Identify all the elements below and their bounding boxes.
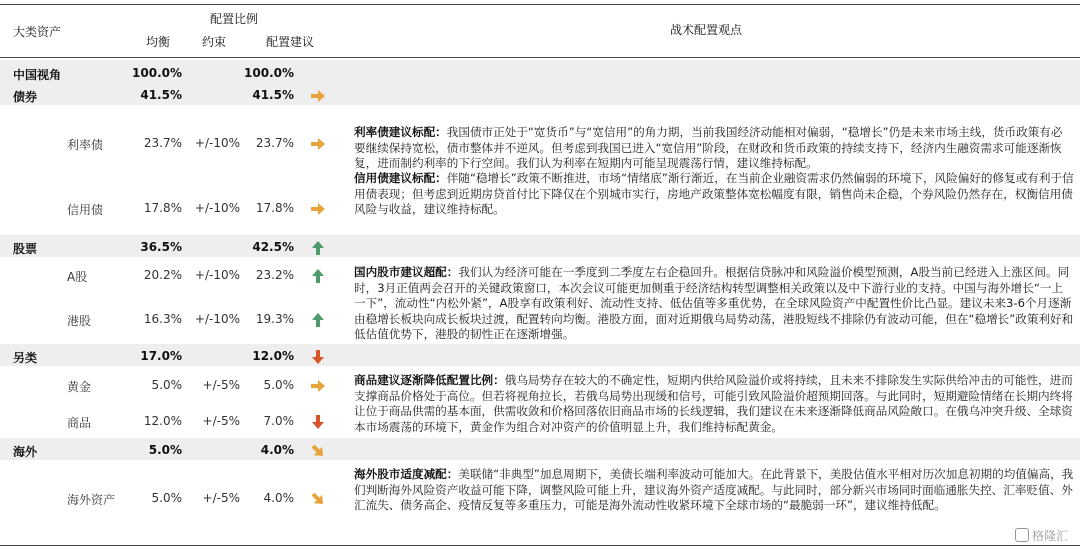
row-name: 信用债: [67, 203, 104, 217]
row-balanced: 5.0%: [151, 491, 182, 505]
view-equity-text: 我们认为经济可能在一季度到二季度左右企稳回升。根据信贷脉冲和风险溢价模型预测，A股当前已经进入上涨区间。同时，3月正值两会召开的关键政策窗口，本次会议可能更加侧重于经济结构转型调整相关政策以及中下游行业的支持。中国与海外增长“一上一下”，流动性“内松外紧”，A股享有政策利好、流动性支持、低估值等多重优势，在全球风险资产中配置性价比凸显。建议未来3-6个月逐渐由稳增长板块向成长板块过渡，配置转向均衡。港股方面，面对近期俄乌局势动荡，港股短线不排除仍有波动可能，但在“稳增长”政策利好和低估值优势下，港股的韧性正在逐渐增强。: [354, 265, 1074, 342]
row-suggestion: 41.5%: [252, 88, 294, 102]
row-balanced: 17.8%: [143, 201, 182, 215]
row-suggestion: 23.7%: [255, 136, 294, 150]
row-name: 海外资产: [67, 493, 116, 507]
row-constraint: +/-5%: [202, 378, 240, 392]
arrow-up-icon: [310, 241, 326, 255]
header-constraint: 约束: [202, 35, 227, 49]
row-constraint: +/-10%: [194, 201, 240, 215]
watermark-logo: [1015, 527, 1068, 544]
row-name: 中国视角: [13, 68, 62, 82]
arrow-down-icon: [310, 415, 326, 429]
row-suggestion: 4.0%: [260, 443, 294, 457]
row-name: A股: [67, 270, 88, 284]
arrow-downright-icon: [310, 492, 326, 506]
row-balanced: 23.7%: [143, 136, 182, 150]
row-balanced: 20.2%: [143, 268, 182, 282]
row-balanced: 17.0%: [140, 349, 182, 363]
view-rate-bond: [354, 125, 1074, 172]
header-allocation-ratio: 配置比例: [210, 12, 259, 26]
view-equity: [354, 265, 1074, 343]
row-suggestion: 100.0%: [244, 66, 294, 80]
row-constraint: +/-10%: [194, 136, 240, 150]
row-constraint: +/-5%: [202, 414, 240, 428]
row-suggestion: 7.0%: [263, 414, 294, 428]
row-name: 利率债: [67, 138, 104, 152]
view-overseas: [354, 467, 1074, 514]
top-rule: [0, 4, 1080, 5]
header-tactical-view: 战术配置观点: [670, 23, 743, 37]
row-name: 债券: [13, 90, 38, 104]
arrow-down-icon: [310, 350, 326, 364]
view-credit-title: 信用债建议标配：: [354, 171, 447, 185]
row-name: 海外: [13, 445, 38, 459]
view-commodity-title: 商品建议逐渐降低配置比例：: [354, 373, 505, 387]
view-rate-title: 利率债建议标配：: [354, 125, 447, 139]
arrow-right-icon: [310, 89, 326, 103]
row-constraint: +/-5%: [202, 491, 240, 505]
row-balanced: 100.0%: [132, 66, 182, 80]
row-balanced: 41.5%: [140, 88, 182, 102]
header-balanced: 均衡: [146, 35, 171, 49]
row-name: 另类: [13, 351, 38, 365]
row-balanced: 12.0%: [143, 414, 182, 428]
view-commodity-text: 俄乌局势存在较大的不确定性，短期内供给风险溢价或将持续，且未来不排除发生实际供给冲击的可能性，进而支撑商品价格处于高位。但若将视角拉长，若俄乌局势出现缓和信号，可能引致风险溢价超预期回落。与此同时，短期避险情绪在长期内终将让位于商品供需的基本面，供需收敛和价格回落依旧商品市场的长线逻辑，我们建议在未来逐渐降低商品风险敞口。在俄乌冲突升级、全球资本市场震荡的环境下，黄金作为组合对冲资产的价值明显上升，我们维持标配黄金。: [354, 373, 1073, 434]
bottom-rule: [0, 545, 1080, 546]
row-balanced: 5.0%: [148, 443, 182, 457]
header-asset-class: 大类资产: [13, 25, 62, 39]
view-overseas-title: 海外股市适度减配：: [354, 467, 459, 481]
row-suggestion: 17.8%: [255, 201, 294, 215]
row-suggestion: 12.0%: [252, 349, 294, 363]
arrow-right-icon: [310, 137, 326, 151]
row-name: 股票: [13, 242, 38, 256]
arrow-downright-icon: [310, 444, 326, 458]
header-rule: [0, 57, 1080, 58]
row-name: 黄金: [67, 380, 92, 394]
row-suggestion: 4.0%: [263, 491, 294, 505]
row-constraint: +/-10%: [194, 312, 240, 326]
view-overseas-text: 美联储“非典型”加息周期下，美债长端利率波动可能加大。在此背景下，美股估值水平相对历次加息初期的均值偏高，我们判断海外风险资产收益可能下降，调整风险可能上升，建议海外资产适度减配。与此同时，部分新兴市场同时面临通胀失控、汇率贬值、外汇流失、债务高企、疫情反复等多重压力，可能是海外流动性收紧环境下全球市场的“最脆弱一环”，建议维持低配。: [354, 467, 1074, 513]
row-suggestion: 23.2%: [255, 268, 294, 282]
view-credit-text: 伴随“稳增长”政策不断推进，市场“情绪底”渐行渐近，在当前企业融资需求仍然偏弱的环境下，风险偏好的修复或有利于信用债表现；但考虑到近期房贷首付比下降仅在个别城市实行，房地产政策整体宽松幅度有限，销售尚未企稳，个券风险仍然存在，权衡信用债风险与收益，建议维持标配。: [354, 171, 1074, 217]
row-constraint: +/-10%: [194, 268, 240, 282]
watermark-text: 格隆汇: [1031, 529, 1068, 543]
row-name: 港股: [67, 314, 92, 328]
row-balanced: 5.0%: [151, 378, 182, 392]
header-suggestion: 配置建议: [266, 35, 315, 49]
row-suggestion: 5.0%: [263, 378, 294, 392]
row-suggestion: 19.3%: [255, 312, 294, 326]
view-commodity: [354, 373, 1074, 435]
watermark-icon: [1015, 528, 1029, 542]
view-credit-bond: [354, 171, 1074, 218]
view-rate-text: 我国债市正处于“宽货币”与“宽信用”的角力期，当前我国经济动能相对偏弱，“稳增长”仍是未来市场主线，货币政策有必要继续保持宽松，债市整体并不逆风。但考虑到我国已进入“宽信用”阶段，在财政和货币政策的持续支持下，经济内生融资需求可能逐渐恢复，进而制约利率的下行空间。我们认为利率在短期内可能呈现震荡行情，建议维持标配。: [354, 125, 1063, 171]
row-suggestion: 42.5%: [252, 240, 294, 254]
arrow-right-icon: [310, 202, 326, 216]
arrow-right-icon: [310, 379, 326, 393]
arrow-up-icon: [310, 313, 326, 327]
arrow-up-icon: [310, 269, 326, 283]
row-balanced: 16.3%: [143, 312, 182, 326]
view-equity-title: 国内股市建议超配：: [354, 265, 459, 279]
row-balanced: 36.5%: [140, 240, 182, 254]
row-name: 商品: [67, 416, 92, 430]
